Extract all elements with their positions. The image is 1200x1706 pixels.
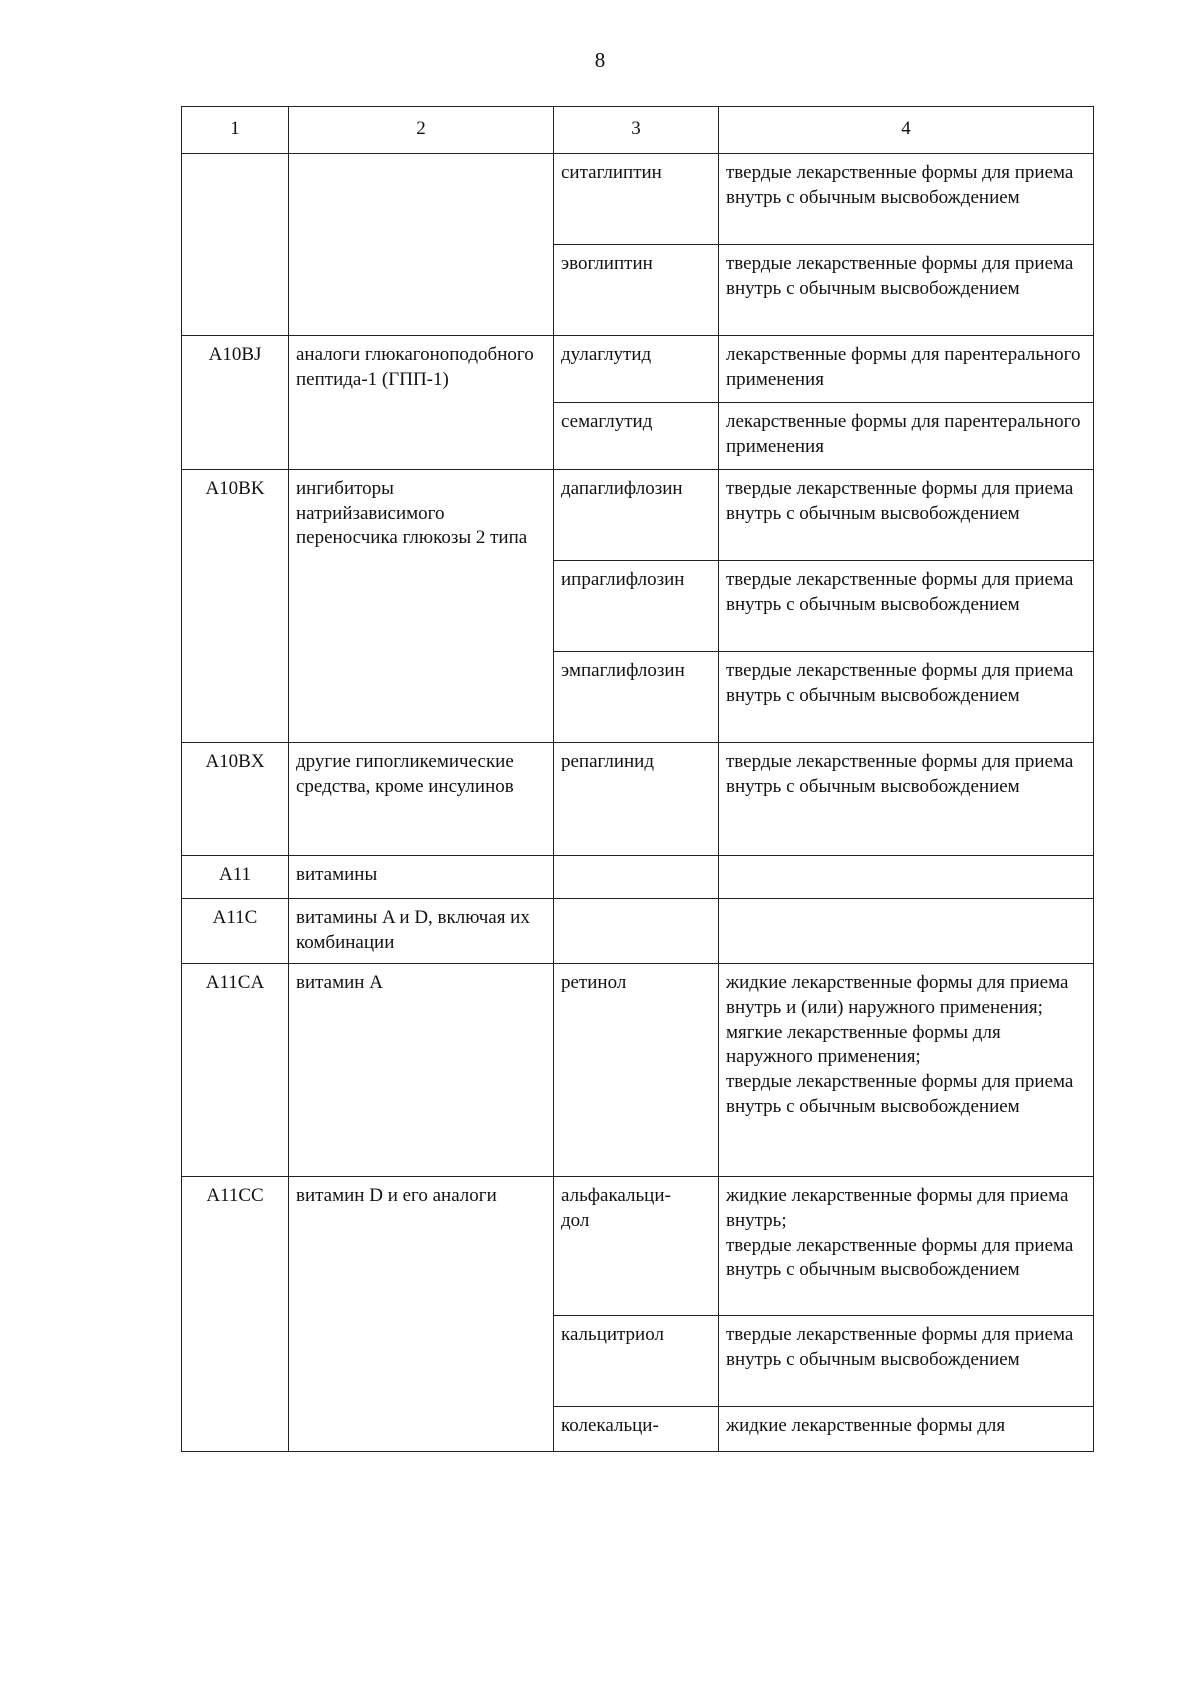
dosage-form-cell: жидкие лекарственные формы для приема внутрь; твердые лекарственные формы для приема внутрь с обычным высвобождением — [719, 1177, 1094, 1316]
drug-name-cell: ретинол — [554, 964, 719, 1177]
group-name-cell — [289, 154, 554, 336]
table-row — [182, 743, 1094, 856]
page-number: 8 — [594, 48, 606, 72]
atc-code-cell: A11CA — [182, 964, 289, 1177]
atc-code-cell: A11 — [182, 856, 289, 899]
dosage-form-cell: твердые лекарственные формы для приема внутрь с обычным высвобождением — [719, 470, 1094, 561]
dosage-form-cell: жидкие лекарственные формы для приема внутрь и (или) наружного применения; мягкие лекарственные формы для наружного применения; твердые лекарственные формы для приема внутрь с обычным высвобождением — [719, 964, 1094, 1177]
header-cell-3: 3 — [554, 107, 719, 154]
atc-code-cell: A10BX — [182, 743, 289, 856]
drug-table — [181, 106, 1094, 1452]
group-name-cell: витамин A — [289, 964, 554, 1177]
drug-name-cell: эвоглиптин — [554, 245, 719, 336]
drug-name-cell: семаглутид — [554, 403, 719, 470]
group-name-cell: витамин D и его аналоги — [289, 1177, 554, 1452]
header-cell-1: 1 — [182, 107, 289, 154]
dosage-form-cell: твердые лекарственные формы для приема внутрь с обычным высвобождением — [719, 743, 1094, 856]
dosage-form-cell: жидкие лекарственные формы для — [719, 1407, 1094, 1452]
dosage-form-cell: твердые лекарственные формы для приема внутрь с обычным высвобождением — [719, 245, 1094, 336]
table-row — [182, 470, 1094, 561]
drug-name-cell: альфакальци- дол — [554, 1177, 719, 1316]
dosage-form-cell: твердые лекарственные формы для приема внутрь с обычным высвобождением — [719, 154, 1094, 245]
dosage-form-cell: лекарственные формы для парентерального применения — [719, 403, 1094, 470]
dosage-form-cell: твердые лекарственные формы для приема внутрь с обычным высвобождением — [719, 652, 1094, 743]
drug-name-cell: дапаглифлозин — [554, 470, 719, 561]
drug-name-cell — [554, 856, 719, 899]
table-row — [182, 856, 1094, 899]
dosage-form-cell: твердые лекарственные формы для приема внутрь с обычным высвобождением — [719, 561, 1094, 652]
table-row — [182, 336, 1094, 403]
drug-name-cell: кальцитриол — [554, 1316, 719, 1407]
dosage-form-cell — [719, 856, 1094, 899]
drug-name-cell: эмпаглифлозин — [554, 652, 719, 743]
group-name-cell: ингибиторы натрийзависимого переносчика глюкозы 2 типа — [289, 470, 554, 743]
table-body — [182, 154, 1094, 1452]
atc-code-cell — [182, 154, 289, 336]
table-header-row — [182, 107, 1094, 154]
table-row — [182, 964, 1094, 1177]
group-name-cell: витамины — [289, 856, 554, 899]
table-row — [182, 154, 1094, 245]
drug-name-cell — [554, 899, 719, 964]
dosage-form-cell: лекарственные формы для парентерального применения — [719, 336, 1094, 403]
drug-name-cell: колекальци- — [554, 1407, 719, 1452]
group-name-cell: витамины A и D, включая их комбинации — [289, 899, 554, 964]
dosage-form-cell — [719, 899, 1094, 964]
atc-code-cell: A11C — [182, 899, 289, 964]
drug-name-cell: ситаглиптин — [554, 154, 719, 245]
atc-code-cell: A11CC — [182, 1177, 289, 1452]
drug-name-cell: репаглинид — [554, 743, 719, 856]
drug-name-cell: ипраглифлозин — [554, 561, 719, 652]
header-cell-4: 4 — [719, 107, 1094, 154]
dosage-form-cell: твердые лекарственные формы для приема внутрь с обычным высвобождением — [719, 1316, 1094, 1407]
atc-code-cell: A10BK — [182, 470, 289, 743]
group-name-cell: другие гипогликемические средства, кроме инсулинов — [289, 743, 554, 856]
header-cell-2: 2 — [289, 107, 554, 154]
table-row — [182, 1177, 1094, 1316]
table-row — [182, 899, 1094, 964]
group-name-cell: аналоги глюкагоноподобного пептида-1 (ГПП-1) — [289, 336, 554, 470]
drug-name-cell: дулаглутид — [554, 336, 719, 403]
atc-code-cell: A10BJ — [182, 336, 289, 470]
